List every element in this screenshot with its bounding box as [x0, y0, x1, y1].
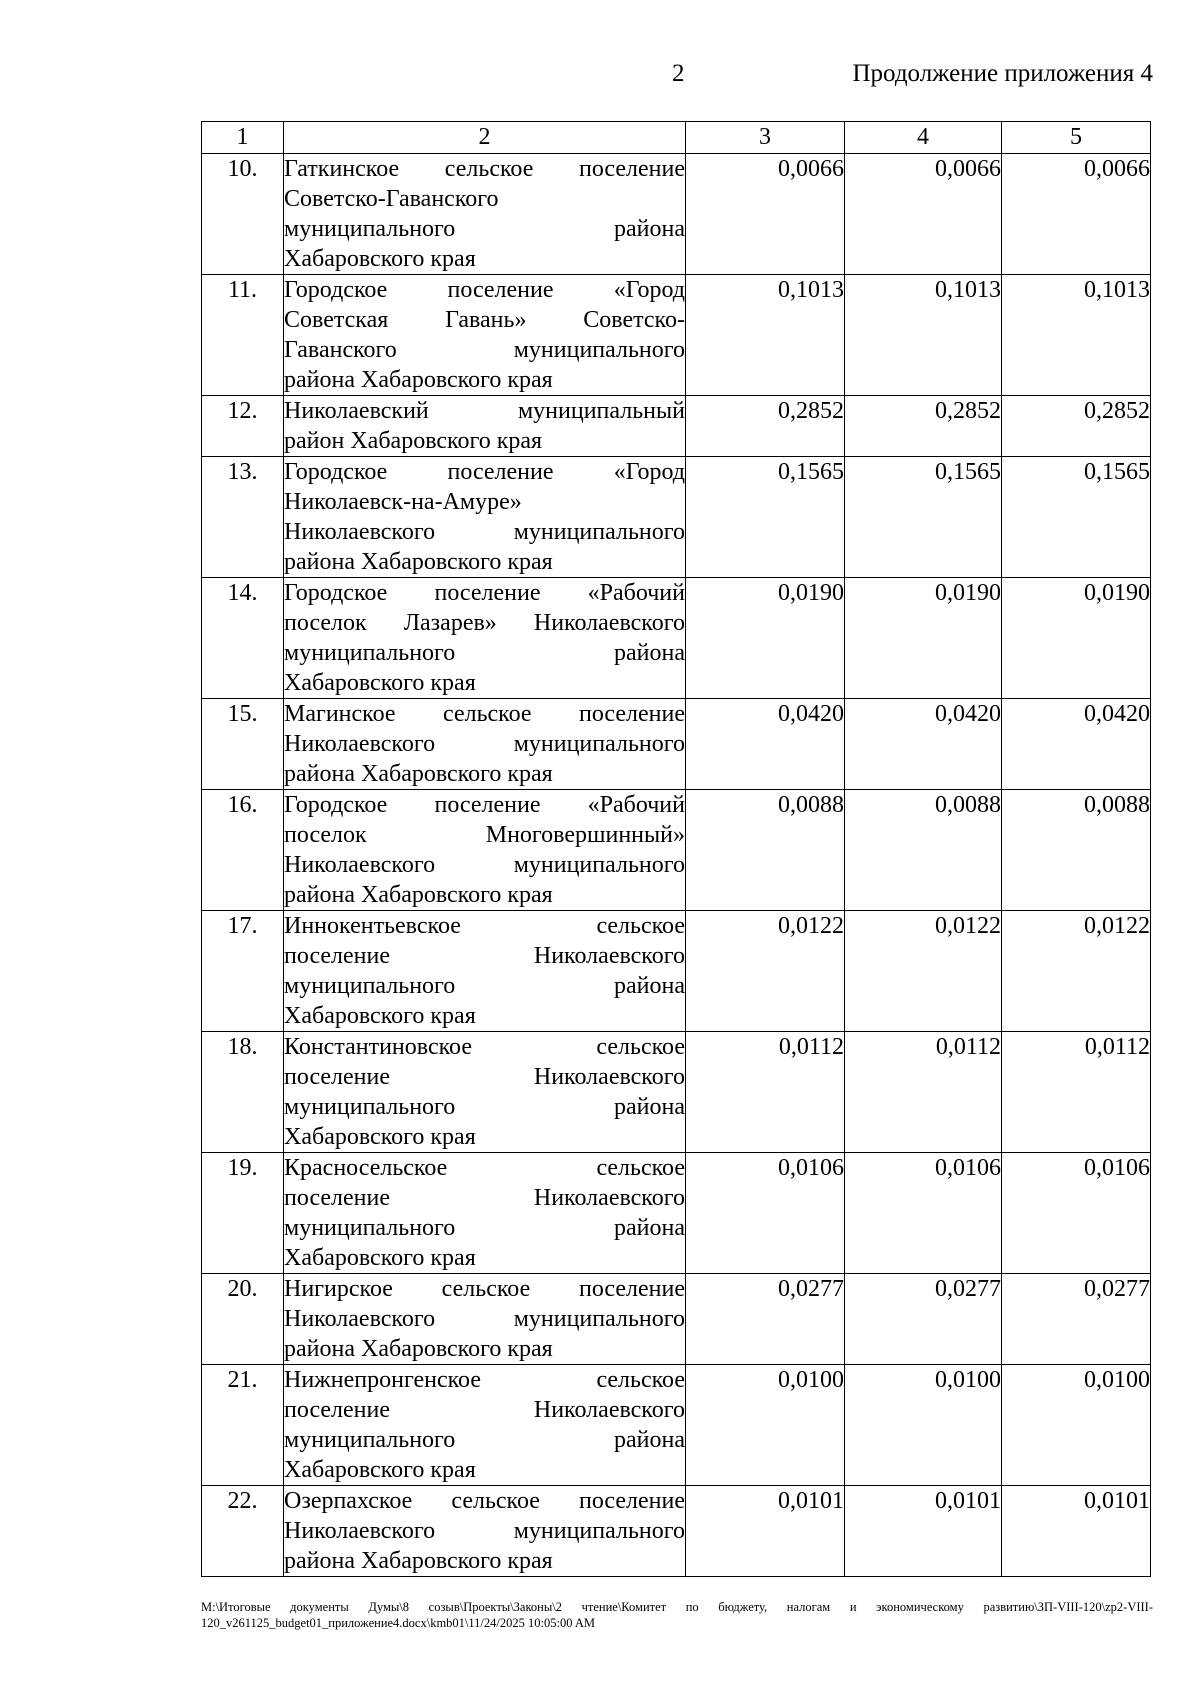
- name-line: Красносельское сельское: [284, 1155, 685, 1181]
- table-row: [202, 1032, 1151, 1153]
- value-col-4: 0,0420: [845, 699, 1002, 790]
- row-number: 19.: [202, 1153, 284, 1274]
- municipality-name: [284, 275, 686, 396]
- value-col-3: 0,0277: [686, 1274, 845, 1365]
- value-col-5: 0,2852: [1002, 396, 1151, 457]
- column-header: 5: [1002, 122, 1151, 154]
- municipality-name: [284, 578, 686, 699]
- value-col-5: 0,0088: [1002, 790, 1151, 911]
- value-col-3: 0,1013: [686, 275, 845, 396]
- name-line: поселение Николаевского: [284, 943, 685, 969]
- name-line: Советская Гавань» Советско-: [284, 307, 685, 333]
- table-row: [202, 699, 1151, 790]
- name-line: Гаванского муниципального: [284, 337, 685, 363]
- name-line: поселок Лазарев» Николаевского: [284, 610, 685, 636]
- value-col-5: 0,1565: [1002, 457, 1151, 578]
- value-col-5: 0,0420: [1002, 699, 1151, 790]
- name-line: муниципального района: [284, 216, 685, 242]
- name-line: Озерпахское сельское поселение: [284, 1488, 685, 1514]
- name-line: муниципального района: [284, 1094, 685, 1120]
- value-col-3: 0,2852: [686, 396, 845, 457]
- value-col-3: 0,0420: [686, 699, 845, 790]
- name-line: Хабаровского края: [284, 246, 476, 272]
- name-line: муниципального района: [284, 1215, 685, 1241]
- value-col-4: 0,2852: [845, 396, 1002, 457]
- municipality-name: [284, 911, 686, 1032]
- name-line: района Хабаровского края: [284, 761, 553, 787]
- table-row: [202, 154, 1151, 275]
- value-col-5: 0,0122: [1002, 911, 1151, 1032]
- row-number: 10.: [202, 154, 284, 275]
- name-line: муниципального района: [284, 1427, 685, 1453]
- name-line: Нигирское сельское поселение: [284, 1276, 685, 1302]
- table-row: [202, 578, 1151, 699]
- name-line: муниципального района: [284, 973, 685, 999]
- value-col-4: 0,1013: [845, 275, 1002, 396]
- value-col-3: 0,0190: [686, 578, 845, 699]
- value-col-4: 0,0277: [845, 1274, 1002, 1365]
- value-col-5: 0,0066: [1002, 154, 1151, 275]
- value-col-3: 0,0100: [686, 1365, 845, 1486]
- header-row: [202, 122, 1151, 154]
- row-number: 15.: [202, 699, 284, 790]
- municipality-name: [284, 1032, 686, 1153]
- value-col-4: 0,0190: [845, 578, 1002, 699]
- row-number: 14.: [202, 578, 284, 699]
- value-col-3: 0,0122: [686, 911, 845, 1032]
- municipality-name: [284, 1274, 686, 1365]
- table-row: [202, 1365, 1151, 1486]
- value-col-3: 0,0066: [686, 154, 845, 275]
- municipality-name: [284, 1365, 686, 1486]
- name-line: Городское поселение «Город: [284, 277, 685, 303]
- row-number: 18.: [202, 1032, 284, 1153]
- continuation-label: Продолжение приложения 4: [852, 60, 1153, 87]
- name-line: района Хабаровского края: [284, 1336, 553, 1362]
- table-row: [202, 790, 1151, 911]
- name-line: Городское поселение «Город: [284, 459, 685, 485]
- value-col-4: 0,0101: [845, 1486, 1002, 1577]
- name-line: Городское поселение «Рабочий: [284, 792, 685, 818]
- row-number: 16.: [202, 790, 284, 911]
- row-number: 17.: [202, 911, 284, 1032]
- name-line: Магинское сельское поселение: [284, 701, 685, 727]
- name-line: Хабаровского края: [284, 1124, 476, 1150]
- value-col-4: 0,1565: [845, 457, 1002, 578]
- column-header: 3: [686, 122, 845, 154]
- name-line: Хабаровского края: [284, 670, 476, 696]
- value-col-5: 0,0112: [1002, 1032, 1151, 1153]
- value-col-5: 0,0101: [1002, 1486, 1151, 1577]
- row-number: 22.: [202, 1486, 284, 1577]
- table-row: [202, 1486, 1151, 1577]
- value-col-3: 0,1565: [686, 457, 845, 578]
- value-col-4: 0,0088: [845, 790, 1002, 911]
- name-line: Хабаровского края: [284, 1003, 476, 1029]
- file-path-footer: [201, 1599, 1153, 1631]
- name-line: поселок Многовершинный»: [284, 822, 685, 848]
- footer-line: M:\Итоговые документы Думы\8 созыв\Проекты\Законы\2 чтение\Комитет по бюджету, налогам и экономическому развитию\ЗП-VIII-120\zp2-VIII-: [201, 1600, 1153, 1614]
- name-line: района Хабаровского края: [284, 882, 553, 908]
- row-number: 12.: [202, 396, 284, 457]
- name-line: Николаевского муниципального: [284, 519, 685, 545]
- name-line: Советско-Гаванского: [284, 186, 499, 212]
- name-line: поселение Николаевского: [284, 1185, 685, 1211]
- value-col-4: 0,0066: [845, 154, 1002, 275]
- value-col-3: 0,0106: [686, 1153, 845, 1274]
- footer-line: 120_v261125_budget01_приложение4.docx\kmb01\11/24/2025 10:05:00 AM: [201, 1616, 596, 1630]
- name-line: Николаевского муниципального: [284, 852, 685, 878]
- page-number: 2: [672, 60, 685, 87]
- name-line: поселение Николаевского: [284, 1064, 685, 1090]
- table-row: [202, 1153, 1151, 1274]
- table-row: [202, 396, 1151, 457]
- row-number: 20.: [202, 1274, 284, 1365]
- name-line: поселение Николаевского: [284, 1397, 685, 1423]
- row-number: 13.: [202, 457, 284, 578]
- table-row: [202, 1274, 1151, 1365]
- value-col-5: 0,0106: [1002, 1153, 1151, 1274]
- name-line: Николаевского муниципального: [284, 1518, 685, 1544]
- value-col-5: 0,0100: [1002, 1365, 1151, 1486]
- row-number: 11.: [202, 275, 284, 396]
- name-line: Нижнепронгенское сельское: [284, 1367, 685, 1393]
- table-row: [202, 911, 1151, 1032]
- data-table: [201, 121, 1151, 1577]
- value-col-5: 0,0190: [1002, 578, 1151, 699]
- value-col-3: 0,0112: [686, 1032, 845, 1153]
- municipality-name: [284, 1153, 686, 1274]
- municipality-name: [284, 396, 686, 457]
- column-header: 1: [202, 122, 284, 154]
- name-line: района Хабаровского края: [284, 549, 553, 575]
- name-line: Хабаровского края: [284, 1245, 476, 1271]
- table-row: [202, 275, 1151, 396]
- name-line: Николаевского муниципального: [284, 731, 685, 757]
- name-line: Гаткинское сельское поселение: [284, 156, 685, 182]
- municipality-name: [284, 457, 686, 578]
- column-header: 4: [845, 122, 1002, 154]
- name-line: Николаевского муниципального: [284, 1306, 685, 1332]
- value-col-5: 0,1013: [1002, 275, 1151, 396]
- municipality-name: [284, 790, 686, 911]
- table-row: [202, 457, 1151, 578]
- name-line: район Хабаровского края: [284, 428, 543, 454]
- name-line: муниципального района: [284, 640, 685, 666]
- value-col-4: 0,0106: [845, 1153, 1002, 1274]
- name-line: Городское поселение «Рабочий: [284, 580, 685, 606]
- name-line: Иннокентьевское сельское: [284, 913, 685, 939]
- name-line: Николаевский муниципальный: [284, 398, 685, 424]
- name-line: Николаевск-на-Амуре»: [284, 489, 522, 515]
- name-line: района Хабаровского края: [284, 367, 553, 393]
- value-col-3: 0,0088: [686, 790, 845, 911]
- row-number: 21.: [202, 1365, 284, 1486]
- name-line: Хабаровского края: [284, 1457, 476, 1483]
- value-col-3: 0,0101: [686, 1486, 845, 1577]
- name-line: района Хабаровского края: [284, 1548, 553, 1574]
- value-col-4: 0,0112: [845, 1032, 1002, 1153]
- municipality-name: [284, 1486, 686, 1577]
- value-col-4: 0,0100: [845, 1365, 1002, 1486]
- value-col-4: 0,0122: [845, 911, 1002, 1032]
- municipality-name: [284, 699, 686, 790]
- name-line: Константиновское сельское: [284, 1034, 685, 1060]
- column-header: 2: [284, 122, 686, 154]
- municipality-name: [284, 154, 686, 275]
- value-col-5: 0,0277: [1002, 1274, 1151, 1365]
